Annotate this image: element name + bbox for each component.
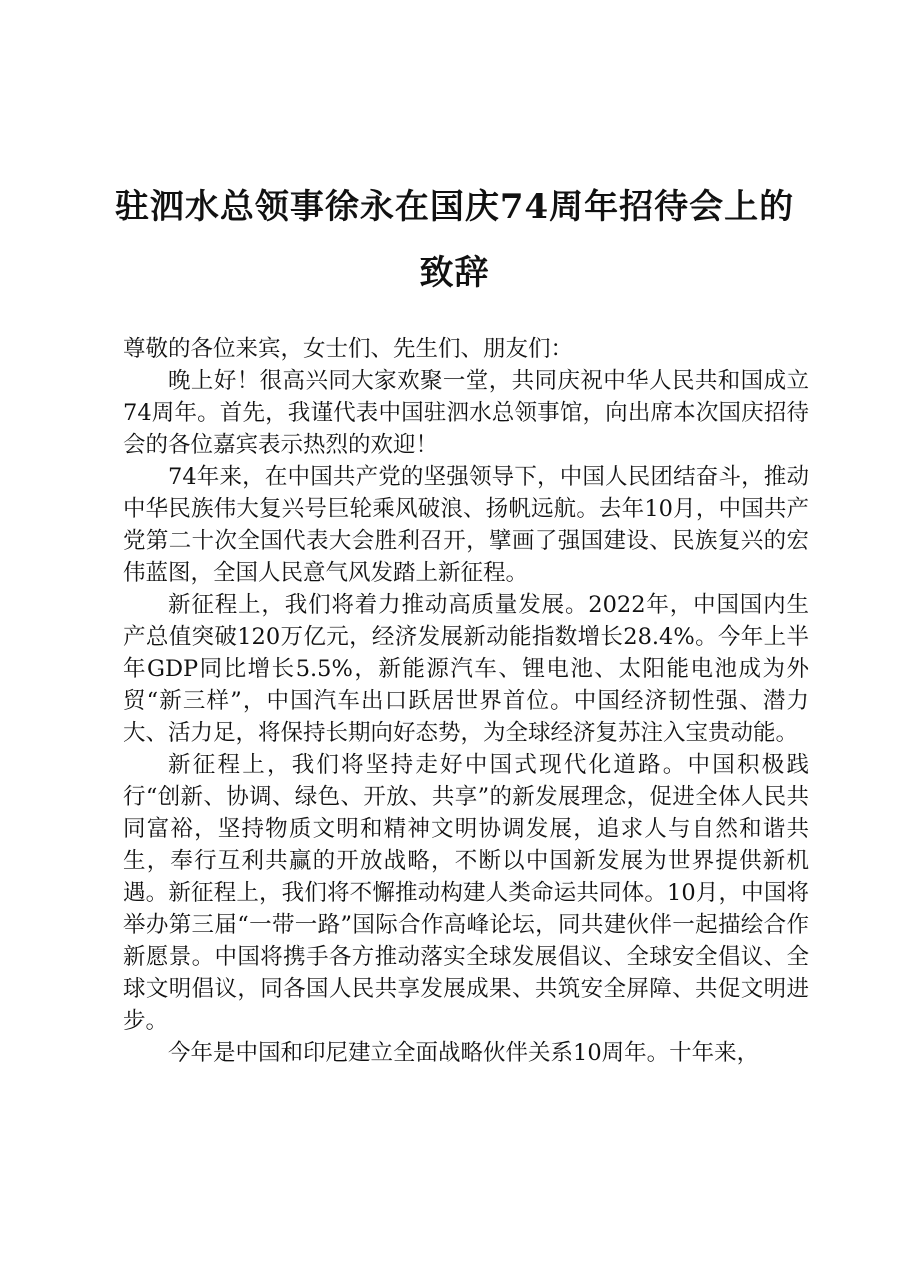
document-title-line-2: 致辞 (419, 253, 490, 293)
paragraph-1: 晚上好！很高兴同大家欢聚一堂，共同庆祝中华人民共和国成立74周年。首先，我谨代表中国驻泗水总领事馆，向出席本次国庆招待会的各位嘉宾表示热烈的欢迎！ (123, 368, 809, 458)
paragraph-3: 新征程上，我们将着力推动高质量发展。2022年，中国国内生产总值突破120万亿元，经济发展新动能指数增长28.4%。今年上半年GDP同比增长5.5%，新能源汽车、锂电池、太阳能电池成为外贸“新三样”，中国汽车出口跃居世界首位。中国经济韧性强、潜力大、活力足，将保持长期向好态势，为全球经济复苏注入宝贵动能。 (123, 592, 809, 746)
document-body (123, 333, 809, 1069)
salutation: 尊敬的各位来宾，女士们、先生们、朋友们： (123, 336, 574, 362)
paragraph-4: 新征程上，我们将坚持走好中国式现代化道路。中国积极践行“创新、协调、绿色、开放、共享”的新发展理念，促进全体人民共同富裕，坚持物质文明和精神文明协调发展，追求人与自然和谐共生，奉行互利共赢的开放战略，不断以中国新发展为世界提供新机遇。新征程上，我们将不懈推动构建人类命运共同体。10月，中国将举办第三届“一带一路”国际合作高峰论坛，同共建伙伴一起描绘合作新愿景。中国将携手各方推动落实全球发展倡议、全球安全倡议、全球文明倡议，同各国人民共享发展成果、共筑安全屏障、共促文明进步。 (123, 752, 809, 1034)
document-title-line-1: 驻泗水总领事徐永在国庆74周年招待会上的 (114, 187, 795, 227)
paragraph-2: 74年来，在中国共产党的坚强领导下，中国人民团结奋斗，推动中华民族伟大复兴号巨轮乘风破浪、扬帆远航。去年10月，中国共产党第二十次全国代表大会胜利召开，擘画了强国建设、民族复兴的宏伟蓝图，全国人民意气风发踏上新征程。 (123, 464, 809, 586)
paragraph-5: 今年是中国和印尼建立全面战略伙伴关系10周年。十年来， (168, 1040, 760, 1066)
